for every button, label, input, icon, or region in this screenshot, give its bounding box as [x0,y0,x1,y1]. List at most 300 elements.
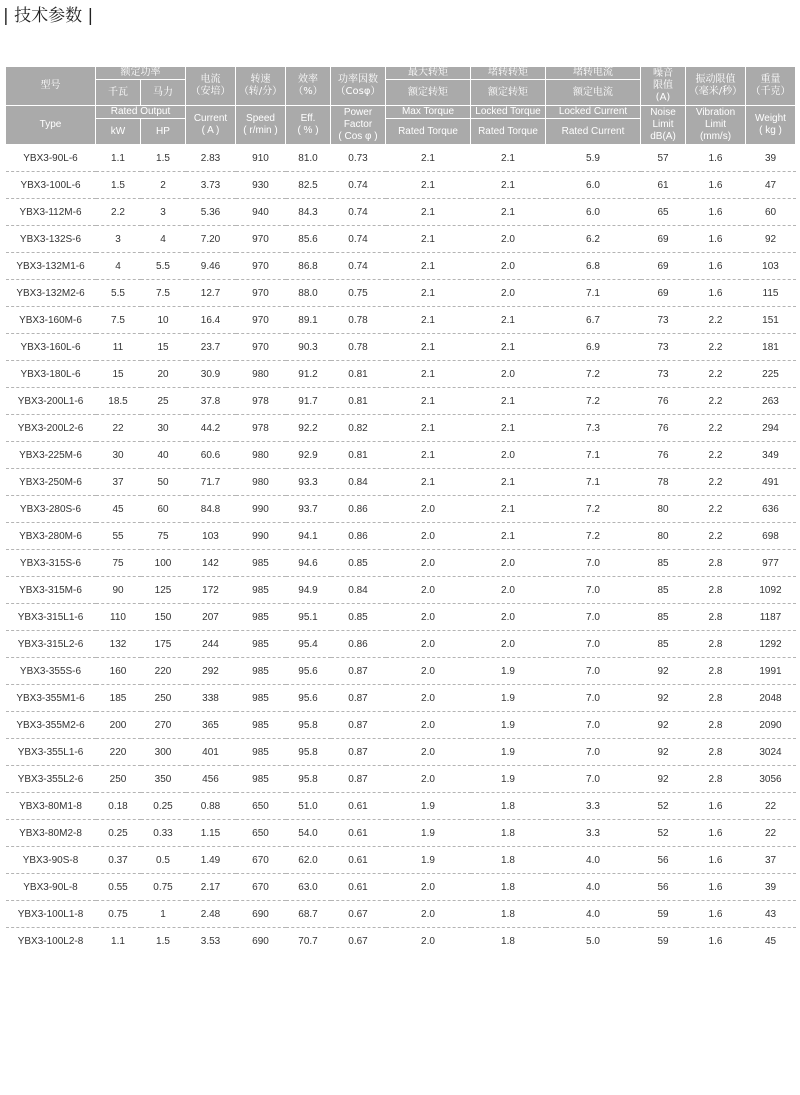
header-kw-en: kW [96,119,141,145]
cell-current: 172 [186,577,236,604]
cell-max-torque: 2.1 [386,280,471,307]
cell-current: 365 [186,712,236,739]
header-vibration-zh: 振动限值 （毫米/秒） [686,67,746,106]
cell-locked-current: 5.0 [586,935,600,947]
cell-locked-current: 7.0 [546,712,641,739]
cell-speed: 910 [236,145,286,172]
cell-weight: 349 [746,442,796,469]
cell-hp: 0.75 [141,874,186,901]
table-row [6,685,796,712]
cell-power-factor: 0.84 [331,469,386,496]
cell-type: YBX3-160L-6 [6,334,96,361]
cell-kw: 45 [96,496,141,523]
cell-locked-current: 7.2 [546,496,641,523]
header-current-en: Current ( A ) [186,106,236,145]
table-row [6,766,796,793]
cell-speed: 980 [236,469,286,496]
cell-speed: 940 [236,199,286,226]
cell-kw: 0.18 [96,793,141,820]
cell-eff: 94.6 [286,550,331,577]
cell-speed: 985 [236,739,286,766]
cell-power-factor: 0.74 [331,253,386,280]
cell-speed: 980 [236,442,286,469]
cell-power-factor: 0.73 [331,145,386,172]
cell-type: YBX3-225M-6 [6,442,96,469]
cell-eff: 85.6 [286,226,331,253]
cell-locked-torque: 2.1 [471,496,546,523]
cell-noise: 76 [641,388,686,415]
table-row [6,793,796,820]
header-locked-current-rated-en: Rated Current [546,119,641,145]
cell-hp: 1 [141,901,186,928]
cell-speed: 985 [236,604,286,631]
cell-max-torque: 2.0 [386,523,471,550]
cell-speed: 970 [236,280,286,307]
cell-max-torque: 2.0 [386,658,471,685]
cell-weight: 181 [746,334,796,361]
table-row [6,307,796,334]
table-row [6,469,796,496]
cell-hp: 0.25 [141,793,186,820]
cell-vibration: 2.8 [686,577,746,604]
cell-speed: 690 [236,901,286,928]
cell-hp: 250 [141,685,186,712]
cell-locked-torque: 2.1 [471,415,546,442]
cell-power-factor: 0.67 [348,935,368,947]
cell-type: YBX3-355S-6 [6,658,96,685]
cell-locked-current: 7.2 [546,523,641,550]
table-body [6,145,796,955]
cell-kw: 220 [96,739,141,766]
cell-power-factor: 0.75 [331,280,386,307]
header-current-zh: 电流 （安培） [186,67,236,106]
header-type-zh: 型号 [6,67,96,106]
cell-vibration: 2.8 [686,604,746,631]
cell-hp: 10 [141,307,186,334]
cell-type: YBX3-280M-6 [6,523,96,550]
cell-locked-current: 7.1 [546,442,641,469]
cell-kw: 55 [96,523,141,550]
cell-power-factor: 0.86 [331,631,386,658]
table-row [6,226,796,253]
header-vibration-en: Vibration Limit (mm/s) [686,106,746,145]
cell-weight: 115 [746,280,796,307]
cell-speed: 970 [236,334,286,361]
cell-noise: 85 [641,604,686,631]
cell-eff: 84.3 [286,199,331,226]
cell-locked-torque: 2.0 [471,253,546,280]
cell-kw: 160 [96,658,141,685]
cell-max-torque: 2.1 [386,172,471,199]
header-noise-en: Noise Limit dB(A) [641,106,686,145]
cell-eff: 62.0 [286,847,331,874]
cell-current: 30.9 [186,361,236,388]
cell-vibration: 1.6 [686,172,746,199]
cell-locked-torque: 1.8 [471,793,546,820]
cell-locked-torque: 2.0 [471,280,546,307]
header-max-torque-rated-zh: 额定转矩 [386,80,471,106]
table-row [6,928,796,955]
cell-kw: 200 [96,712,141,739]
cell-kw: 90 [96,577,141,604]
cell-power-factor: 0.82 [331,415,386,442]
cell-locked-torque: 2.1 [471,172,546,199]
cell-weight: 39 [746,145,796,172]
header-rated-output-en: Rated Output [96,106,186,119]
cell-locked-current: 6.7 [546,307,641,334]
cell-max-torque: 2.0 [386,739,471,766]
cell-weight: 491 [746,469,796,496]
cell-max-torque: 2.0 [386,604,471,631]
header-weight-zh: 重量 （千克） [746,67,796,106]
cell-noise: 69 [641,280,686,307]
cell-vibration: 2.2 [686,442,746,469]
cell-hp: 270 [141,712,186,739]
header-power-factor-en: Power Factor ( Cos φ ) [331,106,386,145]
cell-max-torque: 2.1 [386,361,471,388]
cell-noise: 76 [641,442,686,469]
cell-kw: 15 [96,361,141,388]
cell-eff: 95.1 [286,604,331,631]
cell-vibration: 2.8 [686,712,746,739]
cell-locked-current: 7.1 [546,469,641,496]
cell-power-factor: 0.85 [331,604,386,631]
cell-noise: 85 [641,631,686,658]
cell-max-torque: 2.1 [386,388,471,415]
cell-speed: 670 [236,874,286,901]
cell-locked-torque: 2.0 [471,361,546,388]
cell-max-torque: 2.0 [386,901,471,928]
cell-max-torque: 2.0 [421,935,435,947]
cell-locked-current: 6.9 [546,334,641,361]
cell-noise: 69 [641,253,686,280]
cell-weight: 636 [746,496,796,523]
cell-noise: 73 [641,307,686,334]
cell-type: YBX3-280S-6 [6,496,96,523]
cell-max-torque: 2.1 [386,145,471,172]
cell-kw: 18.5 [96,388,141,415]
cell-max-torque: 1.9 [386,793,471,820]
cell-locked-current: 7.0 [546,550,641,577]
table-row [6,550,796,577]
header-rated-output-zh: 额定功率 [96,67,186,80]
cell-locked-torque: 2.1 [471,145,546,172]
cell-weight: 92 [746,226,796,253]
cell-type: YBX3-100L2-8 [17,935,84,947]
cell-vibration: 2.8 [686,550,746,577]
cell-eff: 63.0 [286,874,331,901]
cell-current: 2.17 [186,874,236,901]
cell-weight: 294 [746,415,796,442]
cell-locked-current: 7.0 [546,739,641,766]
header-hp-zh: 马力 [141,80,186,106]
cell-locked-current: 7.2 [546,388,641,415]
cell-hp: 20 [141,361,186,388]
cell-max-torque: 1.9 [386,820,471,847]
cell-locked-torque: 2.0 [471,442,546,469]
cell-speed: 978 [236,415,286,442]
cell-eff: 51.0 [286,793,331,820]
cell-locked-torque: 2.1 [471,307,546,334]
technical-parameters-table [5,66,796,954]
cell-noise: 59 [641,901,686,928]
cell-power-factor: 0.86 [331,523,386,550]
table-row [6,901,796,928]
cell-speed: 930 [236,172,286,199]
header-eff-zh: 效率 （%） [286,67,331,106]
cell-hp: 0.5 [141,847,186,874]
cell-current: 456 [186,766,236,793]
header-locked-current-zh: 堵转电流 [546,67,641,80]
table-row [6,415,796,442]
cell-current: 9.46 [186,253,236,280]
cell-weight: 47 [746,172,796,199]
header-locked-torque-rated-en: Rated Torque [471,119,546,145]
cell-locked-torque: 2.0 [471,226,546,253]
cell-kw: 7.5 [96,307,141,334]
cell-locked-torque: 2.0 [471,631,546,658]
cell-hp: 125 [141,577,186,604]
cell-power-factor: 0.87 [331,685,386,712]
cell-locked-torque: 2.1 [471,388,546,415]
cell-type: YBX3-250M-6 [6,469,96,496]
header-speed-en: Speed ( r/min ) [236,106,286,145]
cell-weight: 1187 [746,604,796,631]
cell-speed: 985 [236,685,286,712]
cell-vibration: 2.2 [686,307,746,334]
cell-locked-current: 6.0 [546,172,641,199]
cell-speed: 985 [236,766,286,793]
cell-current: 44.2 [186,415,236,442]
cell-max-torque: 2.1 [386,442,471,469]
cell-hp: 3 [141,199,186,226]
cell-power-factor: 0.85 [331,550,386,577]
cell-weight: 60 [746,199,796,226]
cell-hp: 300 [141,739,186,766]
cell-noise: 85 [641,577,686,604]
cell-vibration: 2.2 [686,496,746,523]
header-locked-current-rated-zh: 额定电流 [546,80,641,106]
cell-eff: 95.4 [286,631,331,658]
cell-locked-torque: 1.9 [471,658,546,685]
cell-noise: 80 [641,496,686,523]
table-row [6,739,796,766]
cell-kw: 0.25 [96,820,141,847]
cell-current: 1.15 [186,820,236,847]
cell-vibration: 2.2 [686,415,746,442]
cell-max-torque: 2.1 [386,307,471,334]
table-row [6,280,796,307]
cell-vibration: 2.8 [686,631,746,658]
cell-speed: 985 [236,658,286,685]
cell-power-factor: 0.74 [331,172,386,199]
cell-locked-current: 4.0 [546,874,641,901]
table-row [6,496,796,523]
cell-type: YBX3-90L-8 [6,874,96,901]
cell-max-torque: 1.9 [386,847,471,874]
cell-max-torque: 2.0 [386,766,471,793]
cell-locked-current: 6.2 [546,226,641,253]
cell-power-factor: 0.61 [331,847,386,874]
cell-type: YBX3-180L-6 [6,361,96,388]
page-title: | 技术参数 | [3,6,94,26]
cell-eff: 94.1 [286,523,331,550]
cell-type: YBX3-112M-6 [6,199,96,226]
cell-locked-torque: 1.9 [471,685,546,712]
cell-kw: 11 [96,334,141,361]
cell-locked-current: 7.0 [546,766,641,793]
cell-max-torque: 2.0 [386,550,471,577]
header-type-en: Type [6,106,96,145]
cell-kw: 22 [96,415,141,442]
cell-current: 401 [186,739,236,766]
cell-power-factor: 0.86 [331,496,386,523]
table-row [6,658,796,685]
cell-current: 2.83 [186,145,236,172]
cell-current: 103 [186,523,236,550]
cell-type: YBX3-200L2-6 [6,415,96,442]
cell-noise: 92 [641,685,686,712]
cell-speed: 978 [236,388,286,415]
cell-type: YBX3-315S-6 [6,550,96,577]
cell-vibration: 2.8 [686,739,746,766]
cell-noise: 73 [641,361,686,388]
cell-power-factor: 0.81 [331,361,386,388]
cell-vibration: 2.2 [686,334,746,361]
cell-noise: 92 [641,658,686,685]
cell-vibration: 1.6 [686,901,746,928]
cell-eff: 68.7 [286,901,331,928]
cell-kw: 0.75 [96,901,141,928]
cell-weight: 22 [746,793,796,820]
cell-weight: 225 [746,361,796,388]
cell-hp: 15 [141,334,186,361]
cell-current: 0.88 [186,793,236,820]
cell-locked-torque: 2.1 [471,199,546,226]
cell-eff: 92.9 [286,442,331,469]
cell-type: YBX3-315M-6 [6,577,96,604]
cell-weight: 151 [746,307,796,334]
cell-max-torque: 2.0 [386,685,471,712]
header-max-torque-rated-en: Rated Torque [386,119,471,145]
cell-power-factor: 0.87 [331,739,386,766]
cell-type: YBX3-355M2-6 [6,712,96,739]
cell-power-factor: 0.74 [331,226,386,253]
cell-speed: 985 [236,577,286,604]
cell-kw: 0.55 [96,874,141,901]
cell-weight: 1092 [746,577,796,604]
cell-kw: 3 [96,226,141,253]
cell-power-factor: 0.67 [331,901,386,928]
cell-type: YBX3-315L2-6 [6,631,96,658]
header-max-torque-zh: 最大转矩 [386,67,471,80]
cell-kw: 4 [96,253,141,280]
cell-vibration: 1.6 [686,874,746,901]
cell-weight: 1991 [746,658,796,685]
cell-current: 142 [186,550,236,577]
cell-power-factor: 0.78 [331,307,386,334]
cell-current: 60.6 [186,442,236,469]
cell-hp: 25 [141,388,186,415]
cell-current: 84.8 [186,496,236,523]
table-row [6,874,796,901]
cell-locked-current: 7.3 [546,415,641,442]
cell-locked-torque: 2.1 [471,469,546,496]
cell-vibration: 2.2 [686,469,746,496]
cell-type: YBX3-132S-6 [6,226,96,253]
cell-locked-torque: 1.9 [471,712,546,739]
cell-vibration: 1.6 [686,199,746,226]
cell-eff: 95.6 [286,658,331,685]
cell-noise: 85 [641,550,686,577]
cell-speed: 970 [236,307,286,334]
cell-max-torque: 2.1 [386,226,471,253]
cell-max-torque: 2.1 [386,334,471,361]
cell-locked-torque: 2.0 [471,550,546,577]
cell-kw: 30 [96,442,141,469]
cell-vibration: 1.6 [686,847,746,874]
cell-kw: 1.1 [111,935,125,947]
table-row [6,712,796,739]
cell-speed: 990 [236,496,286,523]
cell-eff: 93.7 [286,496,331,523]
cell-type: YBX3-355L2-6 [6,766,96,793]
cell-eff: 54.0 [286,820,331,847]
cell-type: YBX3-200L1-6 [6,388,96,415]
cell-eff: 81.0 [286,145,331,172]
cell-speed: 650 [236,793,286,820]
table-row [6,388,796,415]
cell-locked-current: 3.3 [546,793,641,820]
cell-speed: 985 [236,631,286,658]
cell-vibration: 1.6 [686,820,746,847]
cell-kw: 1.5 [96,172,141,199]
cell-power-factor: 0.87 [331,766,386,793]
cell-type: YBX3-315L1-6 [6,604,96,631]
cell-power-factor: 0.78 [331,334,386,361]
cell-locked-torque: 1.8 [471,901,546,928]
cell-speed: 970 [236,253,286,280]
cell-kw: 75 [96,550,141,577]
cell-hp: 60 [141,496,186,523]
cell-locked-current: 6.8 [546,253,641,280]
cell-hp: 50 [141,469,186,496]
cell-noise: 80 [641,523,686,550]
cell-locked-torque: 1.8 [471,874,546,901]
cell-current: 71.7 [186,469,236,496]
cell-kw: 37 [96,469,141,496]
cell-type: YBX3-90S-8 [6,847,96,874]
cell-speed: 970 [236,226,286,253]
cell-weight: 2090 [746,712,796,739]
cell-type: YBX3-90L-6 [6,145,96,172]
cell-current: 2.48 [186,901,236,928]
cell-noise: 61 [641,172,686,199]
cell-max-torque: 2.1 [386,199,471,226]
cell-locked-current: 7.0 [546,577,641,604]
table-row [6,145,796,172]
cell-hp: 5.5 [141,253,186,280]
cell-kw: 110 [96,604,141,631]
cell-locked-torque: 1.9 [471,739,546,766]
cell-current: 5.36 [186,199,236,226]
cell-locked-current: 7.2 [546,361,641,388]
header-locked-torque-rated-zh: 额定转矩 [471,80,546,106]
cell-eff: 89.1 [286,307,331,334]
cell-noise: 65 [641,199,686,226]
header-max-torque-en: Max Torque [386,106,471,119]
cell-type: YBX3-355M1-6 [6,685,96,712]
